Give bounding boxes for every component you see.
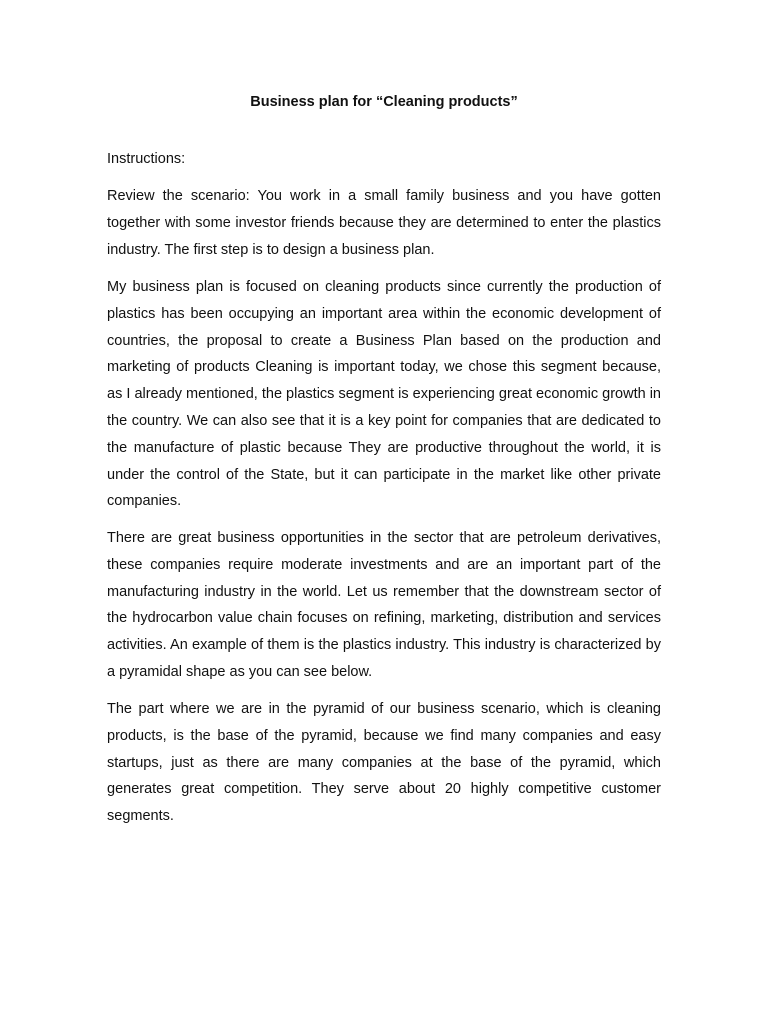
paragraph-scenario: Review the scenario: You work in a small family business and you have gotten together with some investor friends because they are determined to enter the plastics industry. The first step is to design a business plan. (107, 188, 661, 258)
paragraph-pyramid-position: The part where we are in the pyramid of our business scenario, which is cleaning products, is the base of the pyramid, because we find many companies and easy startups, just as there are many companies at the base of the pyramid, which generates great competition. They serve about 20 highly competitive customer segments. (107, 701, 661, 825)
paragraph-business-opportunities: There are great business opportunities in the sector that are petroleum derivatives, these companies require moderate investments and are an important part of the manufacturing industry in the world. Let us remember that the downstream sector of the hydrocarbon value chain focuses on refining, marketing, distribution and services activities. An example of them is the plastics industry. This industry is characterized by a pyramidal shape as you can see below. (107, 530, 661, 680)
instructions-label: Instructions: (107, 151, 186, 167)
paragraph-business-plan-focus: My business plan is focused on cleaning products since currently the production of plastics has been occupying an important area within the economic development of countries, the proposal to create a Business Plan based on the production and marketing of products Cleaning is important today, we chose this segment because, as I already mentioned, the plastics segment is experiencing great economic growth in the country. We can also see that it is a key point for companies that are dedicated to the manufacture of plastic because They are productive throughout the world, it is under the control of the State, but it can participate in the market like other private companies. (107, 279, 661, 510)
document-title: Business plan for “Cleaning products” (250, 94, 518, 110)
